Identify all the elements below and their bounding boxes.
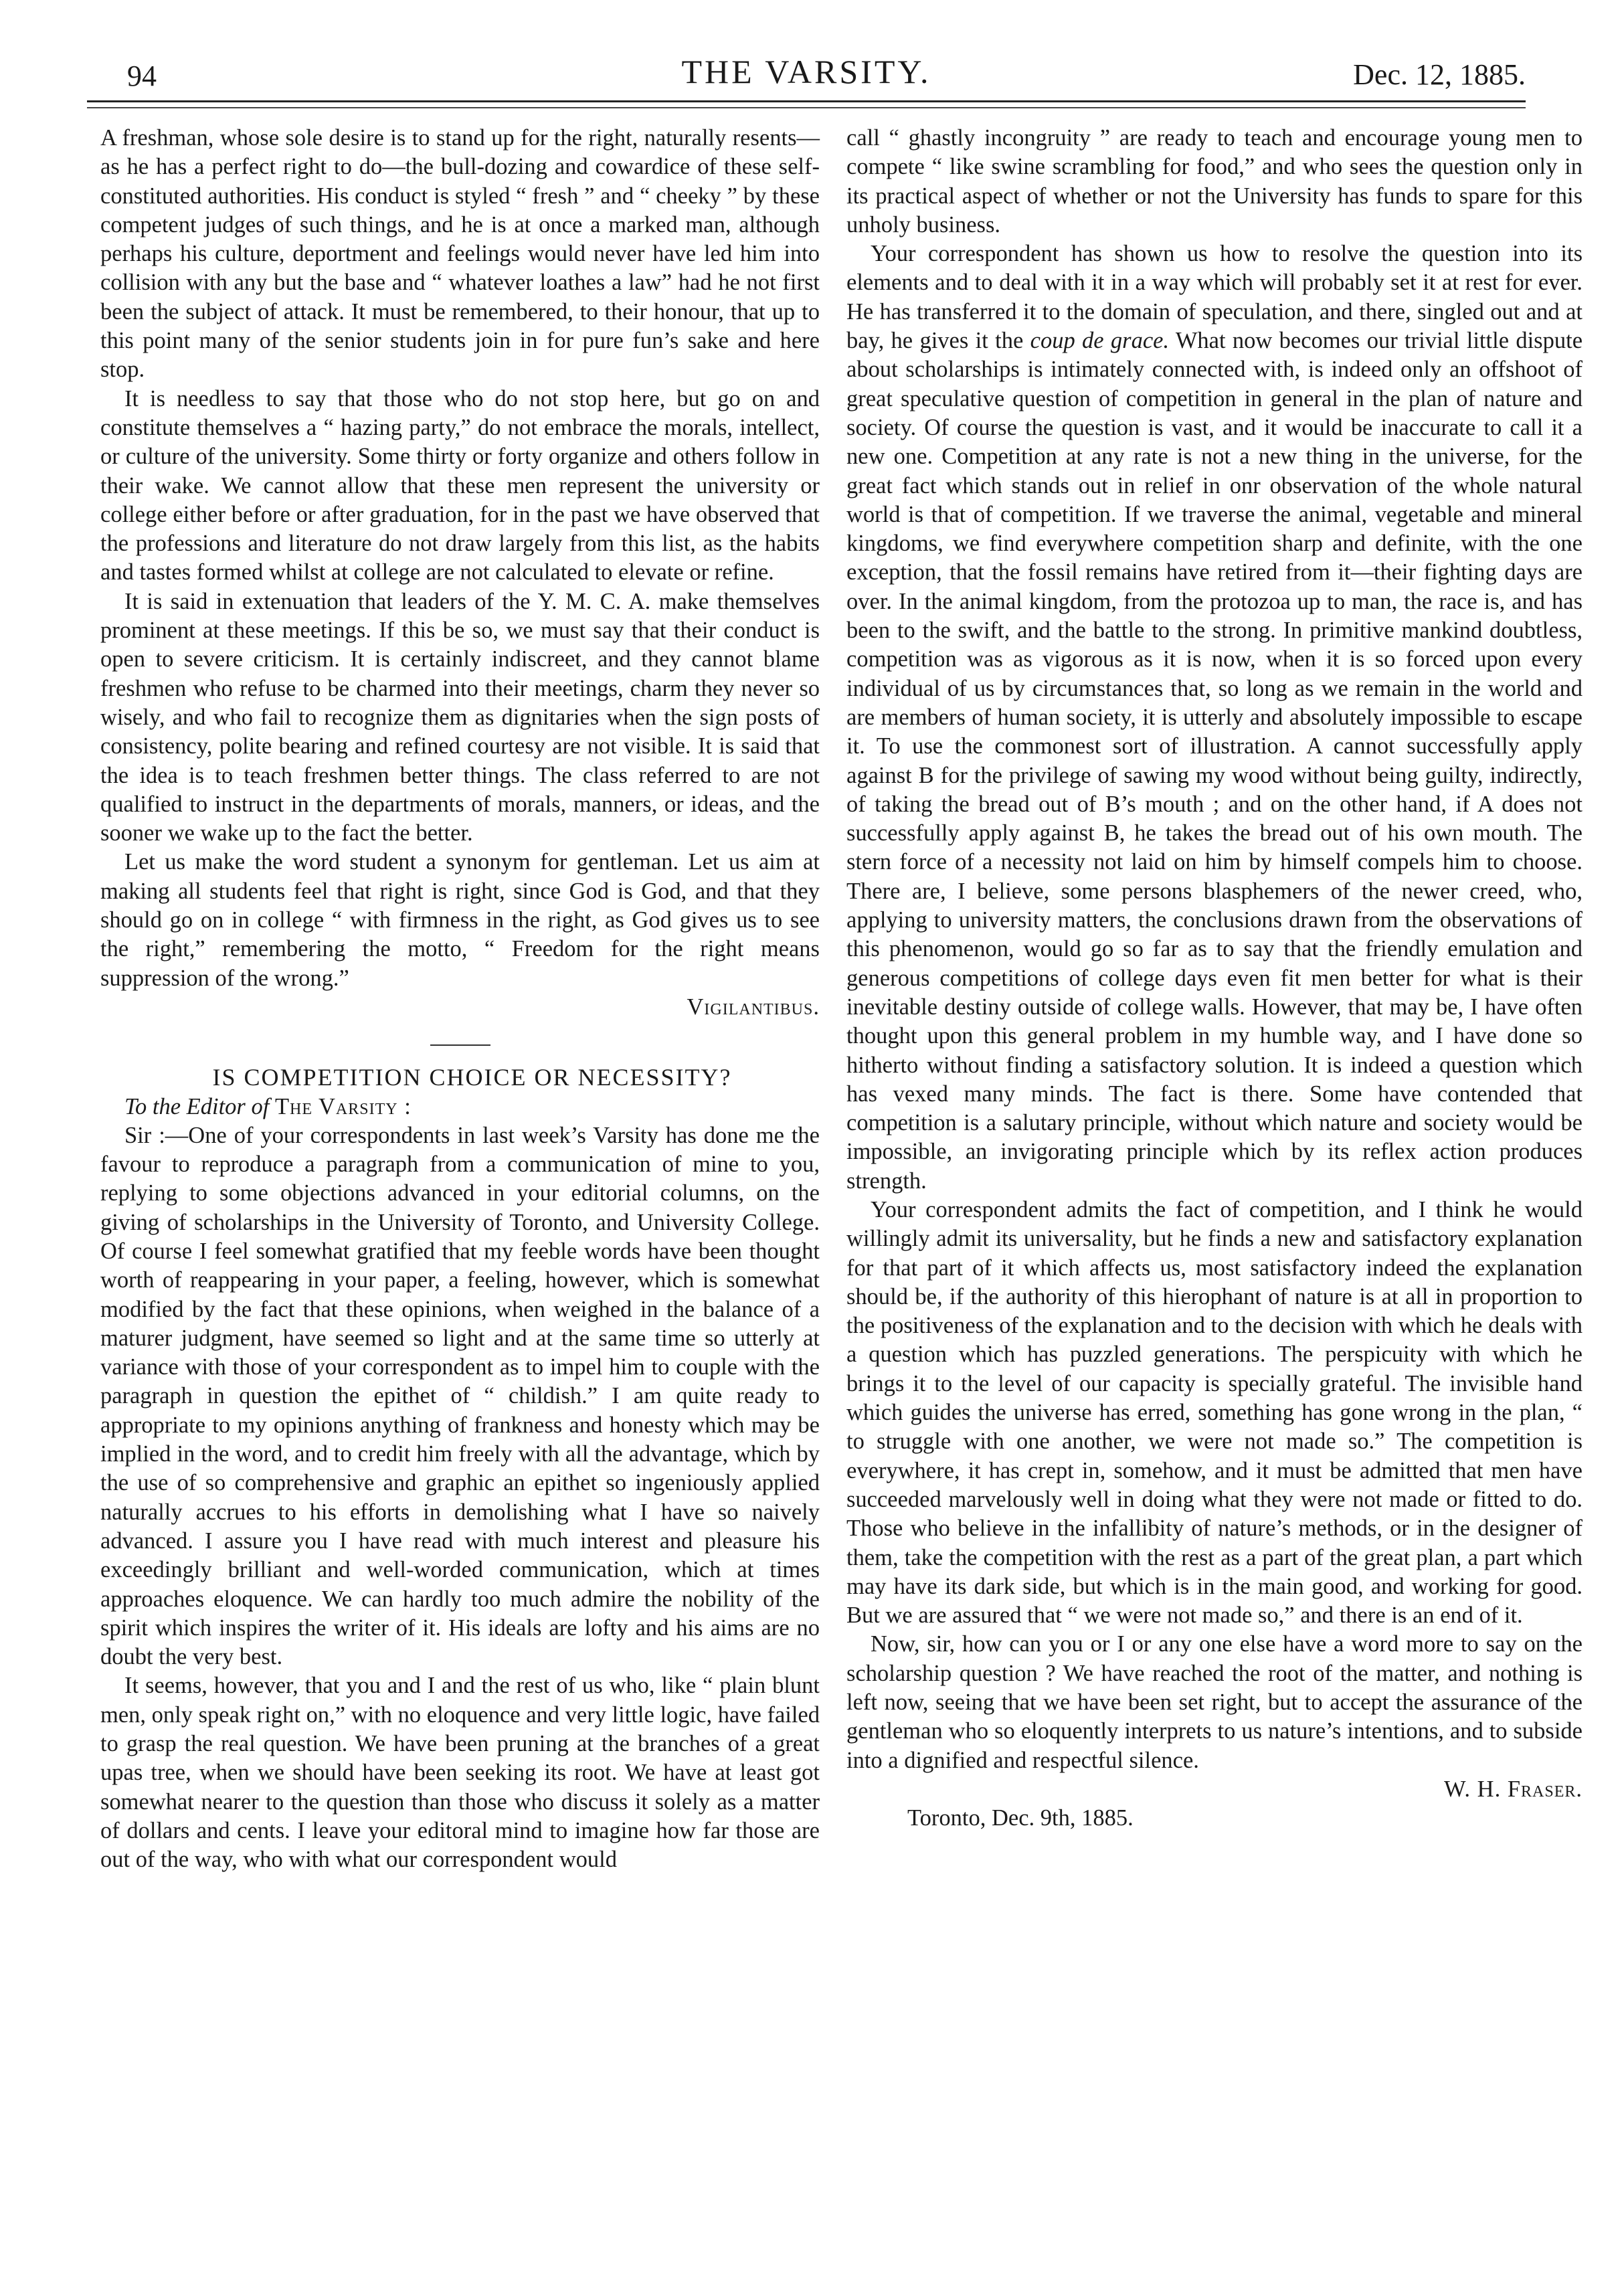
letter-salutation (100, 1093, 820, 1121)
right-paragraph-3: Your correspondent admits the fact of competition, and I think he would willingly admit its universality, but he finds a new and satisfactory explanation for that part of it which affects us, most satisfactory indeed the explanation should be, if the authority of this hierophant of nature is at all in proportion to the positiveness of the explanation and to the decision with which he deals with a question which has puzzled generations. The perspicuity with which he brings it to the level of our capacity is specially grateful. The invisible hand which guides the universe has erred, something has gone wrong in the plan, “ to struggle with one another, we were not made so.” The competition is everywhere, it has crept in, somehow, and it must be admitted that men have succeeded marvelously well in doing what they were not made or fitted to do. Those who believe in the infallibity of nature’s methods, or in the designer of them, take the competition with the rest as a part of the great plan, a part which may have its dark side, but which is in the main good, and working for good. But we are assured that “ we were not made so,” and there is an end of it. (846, 1196, 1583, 1629)
header-rule-thin (87, 107, 1526, 108)
header-rule-thick (87, 100, 1526, 102)
salutation-prefix: To the Editor of (124, 1093, 270, 1119)
coup-de-grace-phrase: coup de grace. (1030, 328, 1170, 354)
letter-place-date: Toronto, Dec. 9th, 1885. (907, 1805, 1134, 1831)
section-divider (430, 1044, 490, 1046)
right-paragraph-4: Now, sir, how can you or I or any one else have a word more to say on the scholarship question ? We have reached the root of the matter, and nothing is left now, seeing that we have been set right, but to accept the assurance of the gentleman who so eloquently interprets to us nature’s intentions, and to subside into a dignified and respectful silence. (846, 1631, 1583, 1773)
left-paragraph-5: Sir :—One of your correspondents in last week’s Varsity has done me the favour to reproduce a paragraph from a communication of mine to you, replying to some objections advanced in your editorial columns, on the giving of scholarships in the University of Toronto, and University College. Of course I feel somewhat gratified that my feeble words have been thought worth of reappearing in your paper, a feeling, however, which is somewhat modified by the fact that these opinions, when weighed in the balance of a maturer judgment, have seemed so light and at the same time so utterly at variance with those of your correspondent as to impel him to couple with the paragraph in question the epithet of “ childish.” I am quite ready to appropriate to my opinions anything of frankness and honesty which may be implied in the word, and to credit him freely with all the advantage, which by the use of so comprehensive and graphic an epithet so ingeniously applied naturally accrues to his efforts in demolishing what I have so naively advanced. I assure you I have read with much interest and pleasure his exceedingly brilliant and well-worded communication, which at times approaches eloquence. We can hardly too much admire the nobility of the spirit which inspires the writer of it. His ideals are lofty and his aims are no doubt the very best. (100, 1122, 820, 1670)
letter-signature-vigilantibus: Vigilantibus. (687, 994, 820, 1020)
right-paragraph-1: call “ ghastly incongruity ” are ready to teach and encourage young men to compete “ like swine scrambling for food,” and who sees the question only in its practical aspect of whether or not the University has funds to spare for this unholy business. (846, 125, 1583, 238)
salutation-paper-name: The Varsity (274, 1093, 398, 1119)
letter-signature-fraser: W. H. Fraser. (1444, 1776, 1583, 1802)
left-paragraph-2: It is needless to say that those who do not stop here, but go on and constitute themselves a “ hazing party,” do not embrace the morals, intellect, or culture of the university. Some thirty or forty organize and others follow in their wake. We cannot allow that these men represent the university or college either before or after graduation, for in the past we have observed that the professions and literature do not draw largely from this list, as the habits and tastes formed whilst at college are not calculated to elevate or refine. (100, 385, 820, 585)
left-paragraph-4: Let us make the word student a synonym for gentleman. Let us aim at making all students feel that right is right, since God is God, and that they should go on in college “ with firmness in the right, as God gives us to see the right,” remembering the motto, “ Freedom for the right means suppression of the wrong.” (100, 849, 820, 991)
issue-date: Dec. 12, 1885. (1353, 58, 1526, 91)
right-paragraph-2 (846, 240, 1583, 1196)
masthead-title: THE VARSITY. (681, 53, 931, 90)
right-paragraph-2-part-b: What now becomes our trivial little dispute about scholarships is intimately connected with, is indeed only an offshoot of great speculative question of competition in general in the plan of nature and society. Of course the question is vast, and it would be inaccurate to call it a new one. Competition at any rate is not a new thing in the universe, for the great fact which stands out in relief in onr observation of the whole natural world is that of competition. If we traverse the animal, vegetable and mineral kingdoms, we find everywhere competition sharp and definite, with the one exception, that the fossil remains have retired from it—their fighting days are over. In the animal kingdom, from the protozoa up to man, the race is, and has been to the swift, and the battle to the strong. In primitive mankind doubtless, competition was as vigorous as it is now, when it is so forced upon every individual of us by circumstances that, so long as we remain in the world and are members of human society, it is utterly and absolutely impossible to escape it. To use the commonest sort of illustration. A cannot successfully apply against B for the privilege of sawing my wood without being guilty, indirectly, of taking the bread out of B’s mouth ; and on the other hand, if A does not successfully apply against B, he takes the bread out of his own mouth. The stern force of a necessity not laid on him by himself compels him to choose. There are, I believe, some persons blasphemers of the newer creed, who, applying to university matters, the conclusions drawn from the observations of this phenomenon, would go so far as to say that the friendly emulation and generous competitions of college days even fit men better for what is their inevitable destiny outside of college walls. However, that may be, I have often thought upon this general problem in my humble way, and I have done so hitherto without finding a satisfactory solution. It is indeed a question which has vexed many minds. The fact is there. Some have contended that competition is a salutary principle, without which nature and society would be impossible, an invigorating principle which by its reflex action produces strength. (846, 328, 1583, 1194)
section-title: IS COMPETITION CHOICE OR NECESSITY? (212, 1064, 732, 1091)
salutation-suffix: : (397, 1093, 412, 1119)
left-paragraph-3: It is said in extenuation that leaders of the Y. M. C. A. make themselves prominent at these meetings. If this be so, we must say that their conduct is open to severe criticism. It is certainly indiscreet, and they cannot blame freshmen who refuse to be charmed into their meetings, charm they never so wisely, and who fail to recognize them as dignitaries when the sign posts of consistency, polite bearing and refined courtesy are not visible. It is said that the idea is to teach freshmen better things. The class referred to are not qualified to instruct in the departments of morals, manners, or ideas, and the sooner we wake up to the fact the better. (100, 588, 820, 846)
right-column (846, 124, 1583, 1833)
left-paragraph-1: A freshman, whose sole desire is to stand up for the right, naturally resents—as he has a perfect right to do—the bull-dozing and cowardice of these self-constituted authorities. His conduct is styled “ fresh ” and “ cheeky ” by these competent judges of such things, and he is at once a marked man, although perhaps his culture, deportment and feelings would never have led him into collision with any but the base and “ whatever loathes a law” had he not first been the subject of attack. It must be remembered, to their honour, that up to this point many of the senior students join in for pure fun’s sake and here stop. (100, 125, 820, 383)
right-paragraph-2-part-a: Your correspondent has shown us how to resolve the question into its elements and to deal with it in a way which will probably set it at rest for ever. He has transferred it to the domain of speculation, and there, singled out and at bay, he gives it the (846, 241, 1583, 354)
left-column (100, 124, 820, 1875)
left-paragraph-6: It seems, however, that you and I and the rest of us who, like “ plain blunt men, only speak right on,” with no eloquence and very little logic, have failed to grasp the real question. We have been pruning at the branches of a great upas tree, when we should have been seeking its root. We have at least got somewhat nearer to the question than those who discuss it solely as a matter of dollars and cents. I leave your editoral mind to imagine how far those are out of the way, who with what our correspondent would (100, 1673, 820, 1873)
page-number: 94 (127, 60, 157, 92)
page-header (87, 52, 1526, 99)
